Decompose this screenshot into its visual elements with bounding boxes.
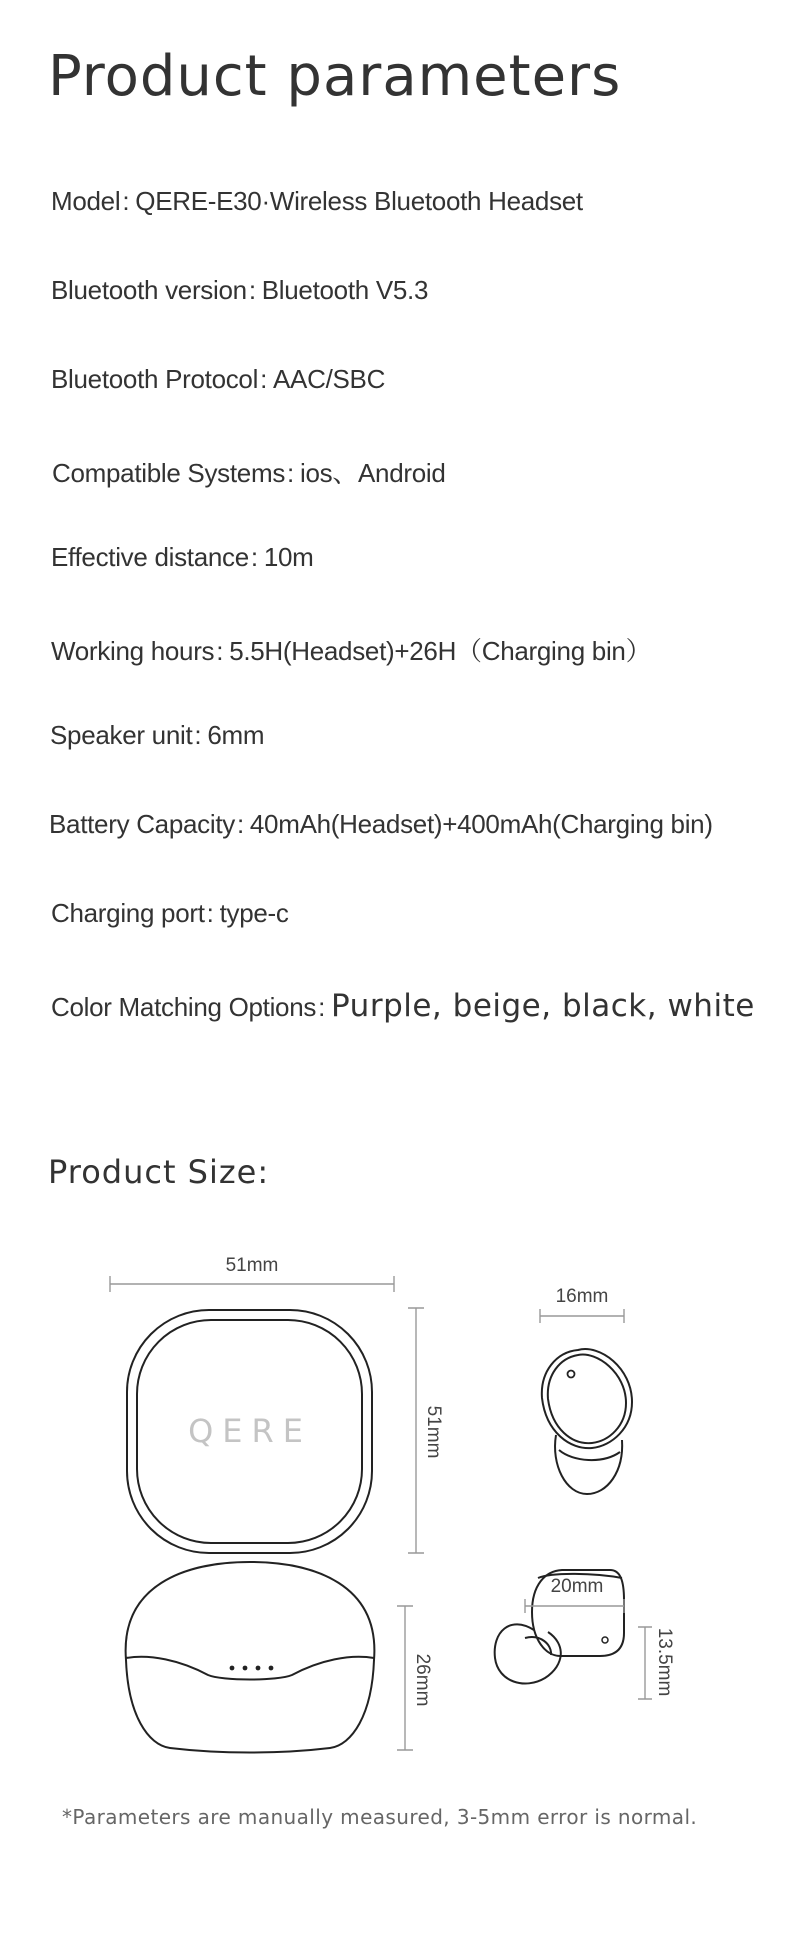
spec-charging-port: Charging port: type-c [51,898,289,928]
earbud-width-dim-line [540,1309,624,1323]
spec-label: Model [51,186,121,216]
spec-label: Bluetooth version [51,275,247,305]
spec-battery-capacity: Battery Capacity: 40mAh(Headset)+400mAh(Charging bin) [49,809,713,839]
footnote: *Parameters are manually measured, 3-5mm error is normal. [62,1805,698,1829]
spec-label: Working hours [51,636,215,666]
earbud-sensor-dot [568,1371,575,1378]
spec-label: Charging port [51,898,205,928]
spec-value: 40mAh(Headset)+400mAh(Charging bin) [249,809,713,839]
earbud-front-tip-inner [559,1450,620,1460]
spec-value: QERE-E30·Wireless Bluetooth Headset [135,186,583,216]
spec-value: Purple, beige, black, white [331,988,755,1024]
case-front-body [126,1562,375,1753]
earbud-front-shell [542,1349,632,1448]
indicator-led [256,1666,261,1671]
spec-value: ios、Android [299,458,446,488]
spec-label: Compatible Systems [52,458,286,488]
indicator-led [269,1666,274,1671]
earbud-side-height-dim-line [638,1627,652,1699]
spec-label: Battery Capacity [49,809,235,839]
earbud-side-dot [602,1637,608,1643]
case-depth-label: 26mm [412,1653,433,1707]
spec-speaker-unit: Speaker unit: 6mm [50,720,265,750]
page-title: Product parameters [48,44,622,109]
spec-label: Bluetooth Protocol [51,364,259,394]
indicator-led [243,1666,248,1671]
case-front-lid-line [126,1657,374,1680]
case-width-label: 51mm [225,1255,279,1276]
spec-compatible-systems: Compatible Systems: ios、Android [52,458,446,488]
product-size-diagram [0,1240,790,1780]
spec-value: 5.5H(Headset)+26H（Charging bin） [229,636,652,666]
spec-value: type-c [219,898,289,928]
spec-value: 6mm [207,720,265,750]
earbud-side-width-dim-line [525,1599,624,1613]
earbud-side-width-label: 20mm [550,1576,604,1597]
spec-value: Bluetooth V5.3 [261,275,429,305]
spec-color-options: Color Matching Options: Purple, beige, black, white [51,988,755,1024]
spec-effective-distance: Effective distance: 10m [51,542,314,572]
case-logo: QERE [188,1412,312,1450]
case-height-label: 51mm [423,1405,444,1459]
spec-label: Speaker unit [50,720,193,750]
spec-model: Model: QERE-E30·Wireless Bluetooth Headset [51,186,583,216]
spec-bluetooth-protocol: Bluetooth Protocol: AAC/SBC [51,364,386,394]
spec-label: Color Matching Options [51,992,317,1022]
earbud-side-height-label: 13.5mm [654,1627,675,1697]
case-height-dim-line [408,1308,424,1553]
case-width-dim-line [110,1276,394,1292]
spec-label: Effective distance [51,542,249,572]
product-size-heading: Product Size: [48,1153,270,1191]
spec-value: AAC/SBC [273,364,386,394]
spec-working-hours: Working hours: 5.5H(Headset)+26H（Charging bin） [51,636,652,666]
spec-bluetooth-version: Bluetooth version: Bluetooth V5.3 [51,275,429,305]
earbud-width-label: 16mm [555,1286,609,1307]
case-depth-dim-line [397,1606,413,1750]
earbud-front-shell-inner [548,1355,626,1444]
indicator-led [230,1666,235,1671]
spec-value: 10m [263,542,314,572]
